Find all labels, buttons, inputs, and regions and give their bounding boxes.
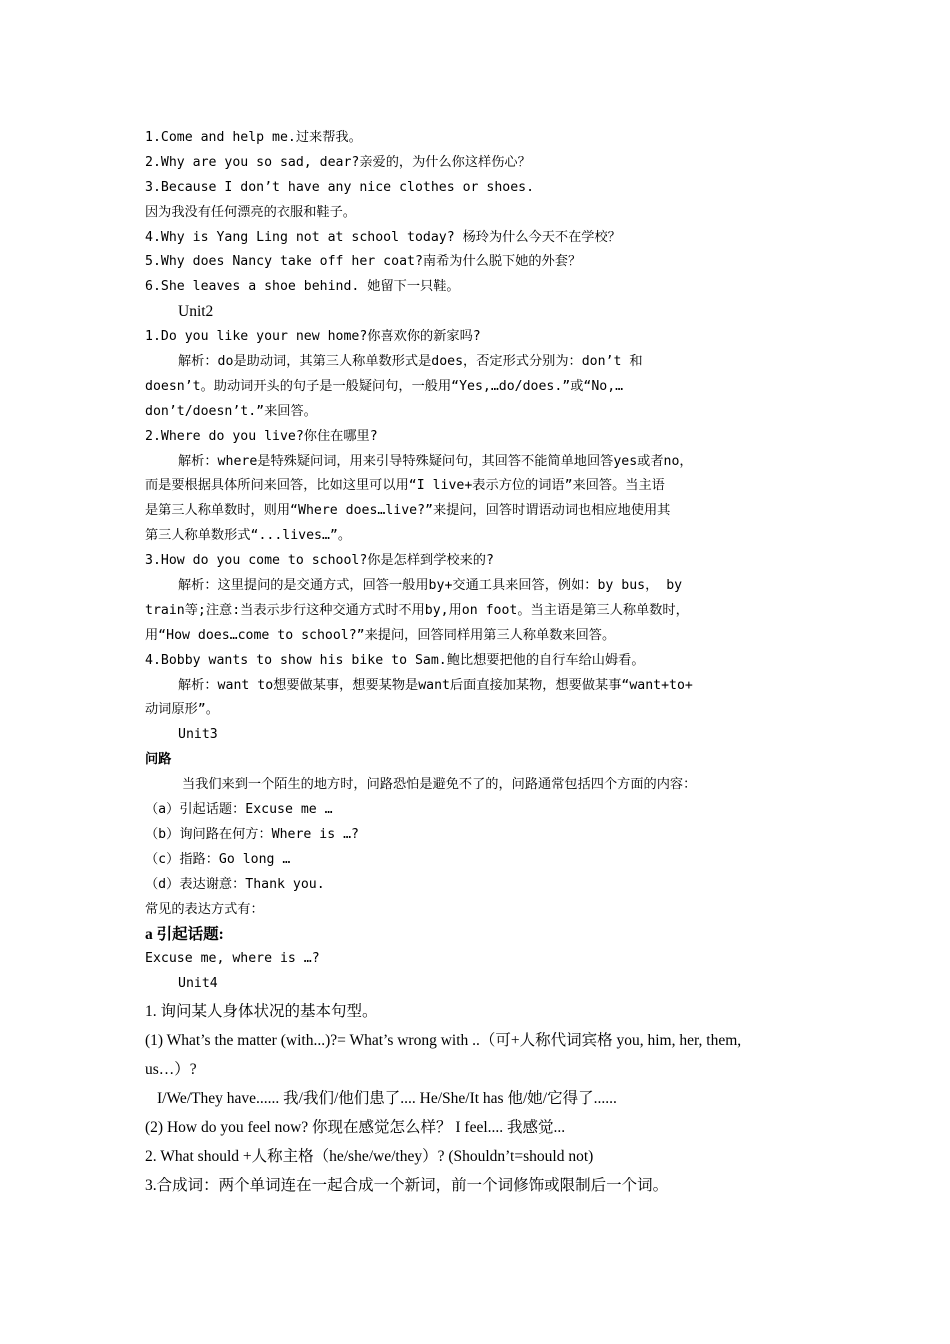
- text-line: 1.Do you like your new home?你喜欢你的新家吗?: [145, 329, 481, 345]
- unit-heading: Unit3: [178, 727, 218, 743]
- text-line: 5.Why does Nancy take off her coat?南希为什么脱下她的外套？: [145, 254, 582, 270]
- text-line: 1. 询问某人身体状况的基本句型。: [145, 1003, 378, 1021]
- text-line: 4.Why is Yang Ling not at school today? 杨玲为什么今天不在学校？: [145, 229, 621, 245]
- text-line: Excuse me, where is …?: [145, 951, 320, 967]
- explanation-line: 第三人称单数形式“...lives…”。: [145, 528, 352, 544]
- text-line: 4.Bobby wants to show his bike to Sam.鲍比想要把他的自行车给山姆看。: [145, 652, 645, 668]
- explanation-line: train等;注意:当表示步行这种交通方式时不用by,用on foot。当主语是第三人称单数时，: [145, 602, 689, 618]
- text-line: 6.She leaves a shoe behind. 她留下一只鞋。: [145, 279, 460, 295]
- text-line: (2) How do you feel now? 你现在感觉怎么样？ I feel.... 我感觉...: [145, 1119, 566, 1137]
- explanation-line: 是第三人称单数时，则用“Where does…live?”来提问，回答时谓语动词也相应地使用其: [145, 503, 671, 519]
- list-item: （b）询问路在何方：Where is …?: [145, 826, 359, 842]
- unit-heading: Unit2: [178, 303, 214, 321]
- explanation-line: 用“How does…come to school?”来提问，回答同样用第三人称单数来回答。: [145, 627, 616, 643]
- text-line: I/We/They have...... 我/我们/他们患了.... He/She/It has 他/她/它得了......: [157, 1090, 617, 1108]
- section-heading: a 引起话题:: [145, 925, 224, 943]
- text-line: (1) What’s the matter (with...)?= What’s wrong with ..（可+人称代词宾格 you, him, her, them,: [145, 1032, 742, 1050]
- list-item: （c）指路：Go long …: [145, 851, 291, 867]
- explanation-line: 而是要根据具体所问来回答，比如这里可以用“I live+表示方位的词语”来回答。当主语: [145, 478, 665, 494]
- document-body: [145, 126, 815, 1200]
- section-heading: 问路: [145, 752, 172, 768]
- list-item: （a）引起话题：Excuse me …: [145, 802, 333, 818]
- explanation-line: doesn’t。助动词开头的句子是一般疑问句，一般用“Yes,…do/does.”或“No,…: [145, 378, 624, 394]
- list-item: （d）表达谢意：Thank you.: [145, 876, 325, 892]
- text-line: 2.Where do you live?你住在哪里?: [145, 428, 378, 444]
- text-line: 因为我没有任何漂亮的衣服和鞋子。: [145, 204, 356, 220]
- unit-heading: Unit4: [178, 976, 218, 992]
- text-line: 常见的表达方式有：: [145, 901, 264, 917]
- explanation-line: 动词原形”。: [145, 702, 219, 718]
- text-line: 3.合成词：两个单词连在一起合成一个新词，前一个词修饰或限制后一个词。: [145, 1177, 669, 1195]
- explanation-line: don’t/doesn’t.”来回答。: [145, 403, 317, 419]
- explanation-line: 解析：这里提问的是交通方式，回答一般用by+交通工具来回答，例如：by bus， by: [178, 578, 683, 594]
- text-line: 1.Come and help me.过来帮我。: [145, 130, 362, 145]
- text-line: 3.How do you come to school?你是怎样到学校来的?: [145, 553, 494, 569]
- text-line: 当我们来到一个陌生的地方时，问路恐怕是避免不了的，问路通常包括四个方面的内容：: [182, 777, 697, 793]
- explanation-line: 解析：want to想要做某事，想要某物是want后面直接加某物，想要做某事“want+to+: [178, 677, 693, 693]
- explanation-line: 解析：where是特殊疑问词，用来引导特殊疑问句，其回答不能简单地回答yes或者no，: [178, 453, 693, 469]
- text-line: 2.Why are you so sad, dear?亲爱的，为什么你这样伤心？: [145, 154, 531, 170]
- text-line: 3.Because I don’t have any nice clothes or shoes.: [145, 179, 535, 195]
- text-line: 2. What should +人称主格（he/she/we/they）? (Shouldn’t=should not): [145, 1148, 594, 1166]
- explanation-line: 解析：do是助动词，其第三人称单数形式是does，否定形式分别为：don’t 和: [178, 354, 643, 370]
- text-line: us…）?: [145, 1061, 197, 1079]
